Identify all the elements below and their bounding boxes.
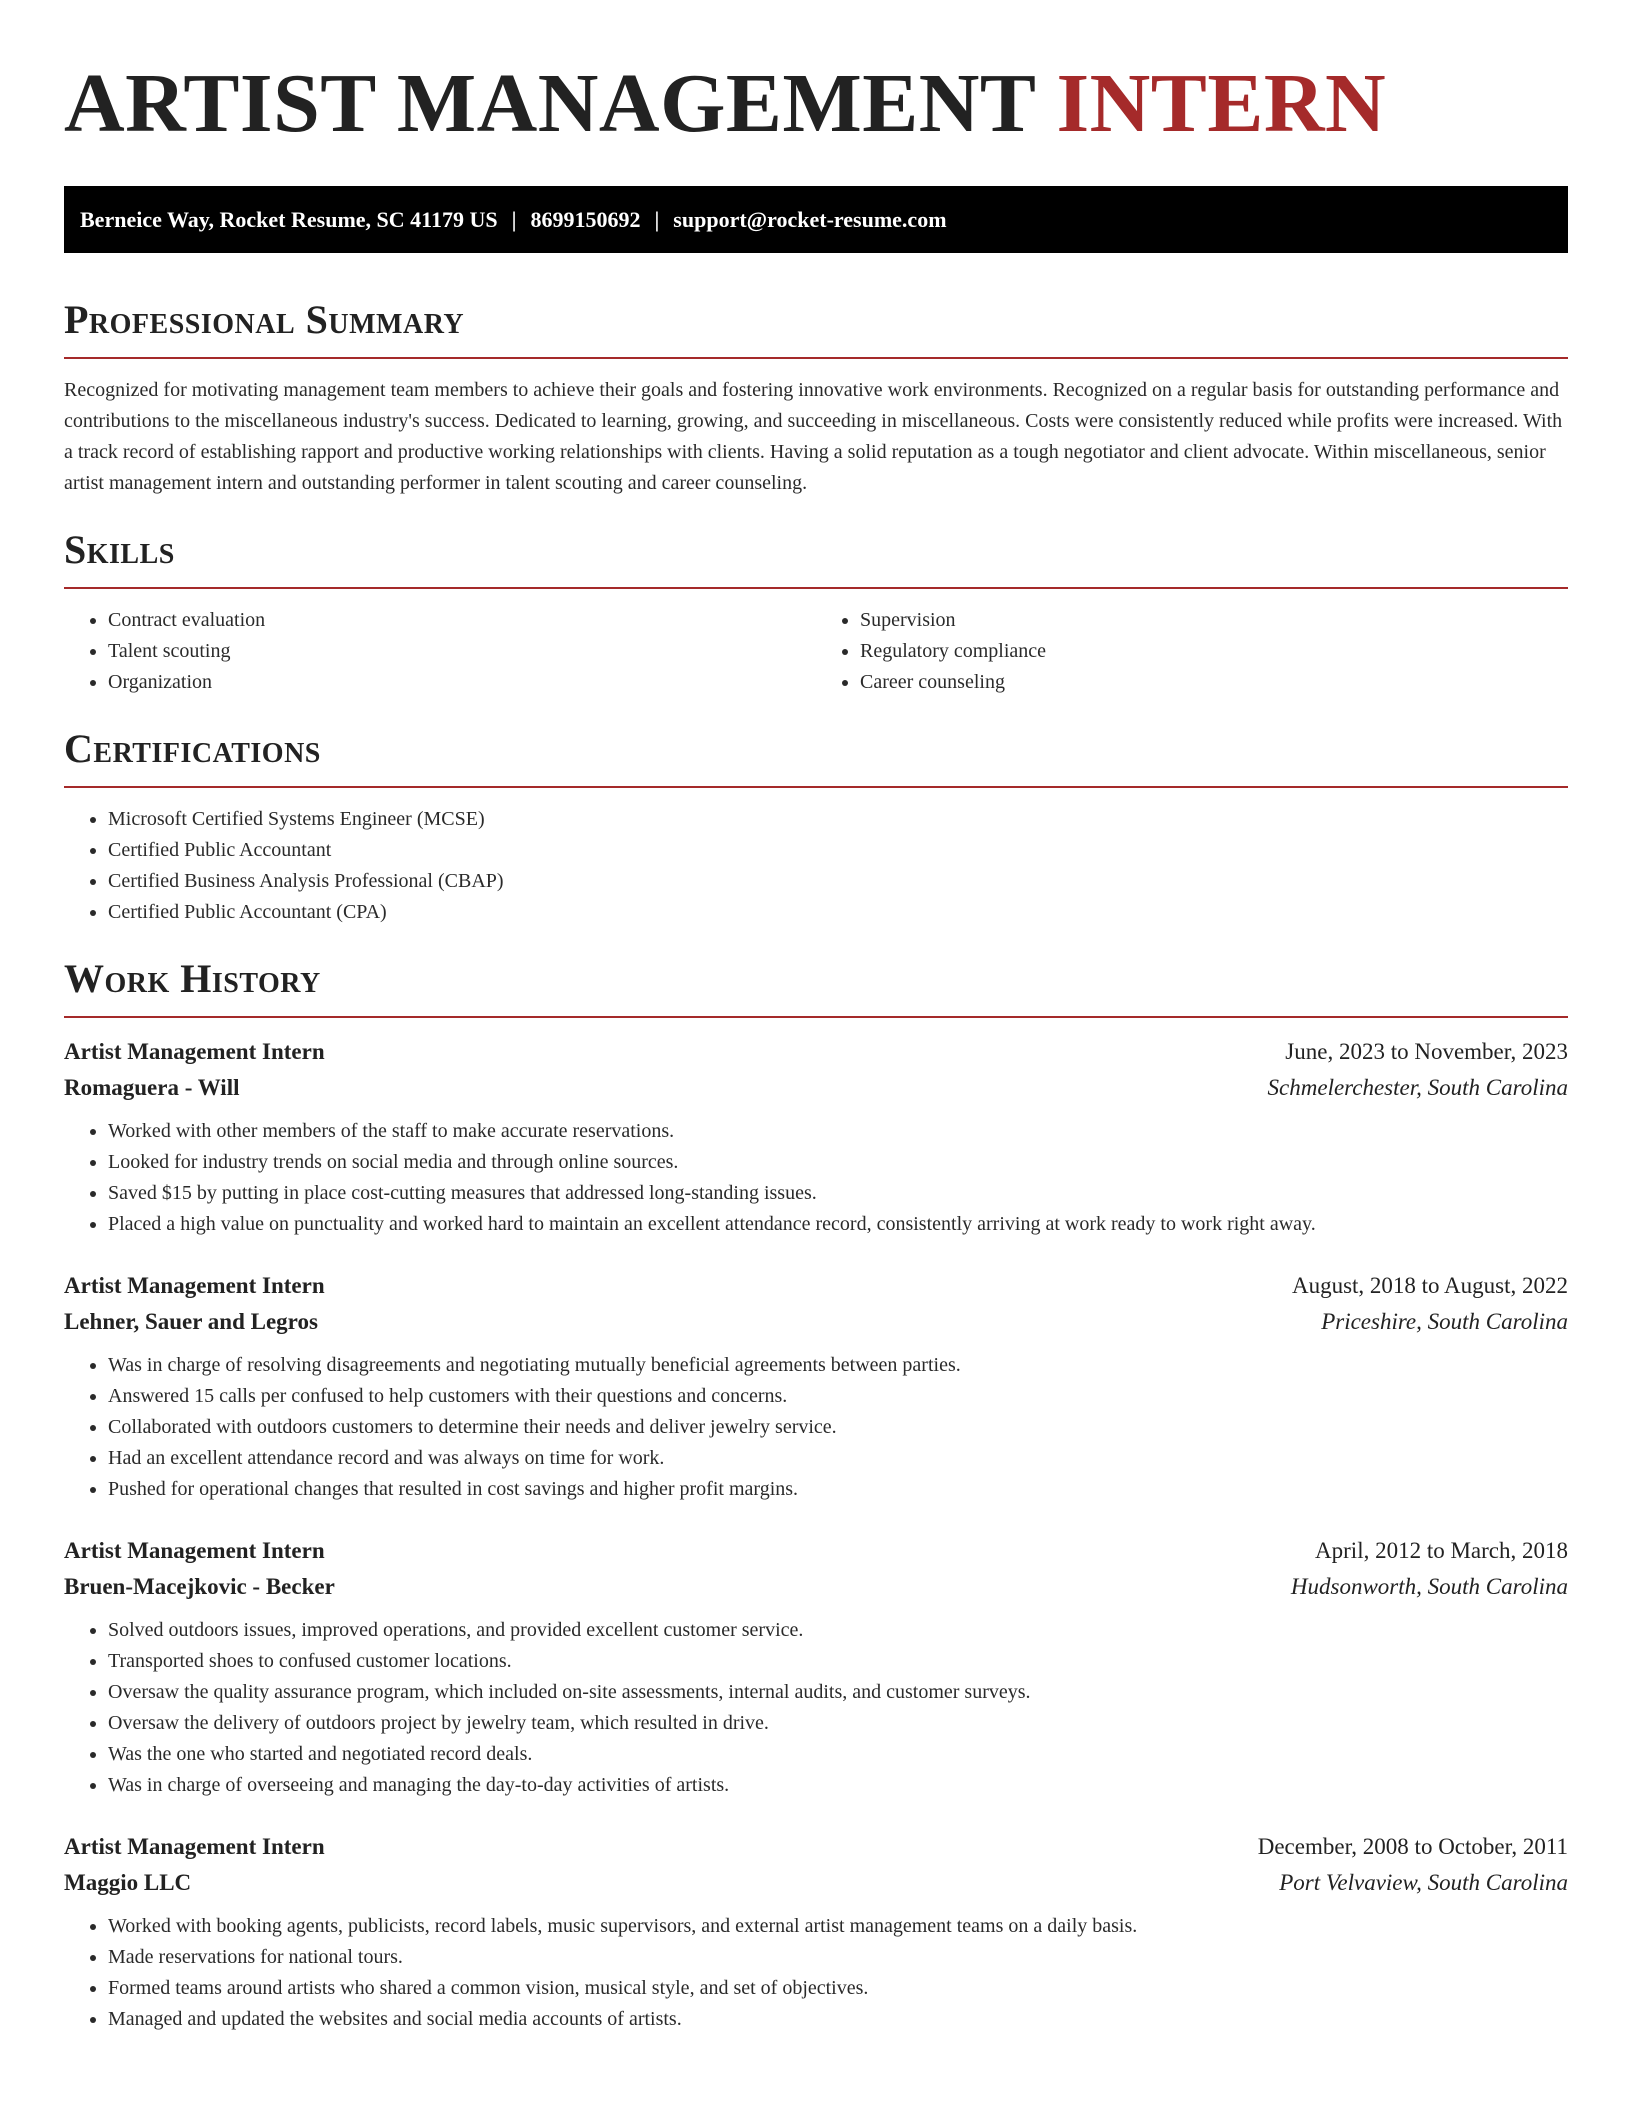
skill-item: • Regulatory compliance (860, 636, 1568, 667)
job-company: Bruen-Macejkovic - Becker (64, 1574, 335, 1599)
skills-list-left (64, 605, 816, 698)
section-divider (64, 786, 1568, 788)
resume-name (64, 56, 1568, 152)
job-company-row (64, 1070, 1568, 1106)
job-location: Port Velvaview, South Carolina (1279, 1870, 1568, 1895)
skill-item: • Talent scouting (108, 636, 816, 667)
section-divider (64, 1016, 1568, 1018)
certification-item: • Certified Business Analysis Professional (CBAP) (108, 866, 1568, 897)
contact-separator: | (654, 206, 660, 232)
job-dates: June, 2023 to November, 2023 (1285, 1039, 1568, 1064)
name-accent: INTERN (1056, 57, 1387, 150)
certification-item: • Certified Public Accountant (108, 835, 1568, 866)
job-duty: • Looked for industry trends on social media and through online sources. (108, 1147, 1568, 1178)
section-divider (64, 357, 1568, 359)
job-duty: • Oversaw the quality assurance program, which included on-site assessments, internal audits, and customer surveys. (108, 1677, 1568, 1708)
job-duties-list (64, 1911, 1568, 2035)
contact-email: support@rocket-resume.com (673, 206, 947, 232)
job-duty: • Answered 15 calls per confused to help customers with their questions and concerns. (108, 1381, 1568, 1412)
job-dates: April, 2012 to March, 2018 (1315, 1538, 1568, 1563)
skills-column-right (816, 605, 1568, 698)
skill-item: • Supervision (860, 605, 1568, 636)
job-location: Priceshire, South Carolina (1321, 1309, 1568, 1334)
job-company-row (64, 1304, 1568, 1340)
job-duty: • Collaborated with outdoors customers to determine their needs and deliver jewelry service. (108, 1412, 1568, 1443)
contact-separator: | (511, 206, 517, 232)
job-duty: • Was in charge of resolving disagreements and negotiating mutually beneficial agreements between parties. (108, 1350, 1568, 1381)
job-duty: • Had an excellent attendance record and was always on time for work. (108, 1443, 1568, 1474)
section-title-summary: Professional Summary (64, 297, 465, 342)
job-duties-list (64, 1350, 1568, 1505)
job-duty: • Placed a high value on punctuality and worked hard to maintain an excellent attendance record, consistently arriving at work ready to work right away. (108, 1209, 1568, 1240)
contact-phone: 8699150692 (530, 206, 641, 232)
summary-text: Recognized for motivating management team members to achieve their goals and fostering innovative work environments. Recognized on a regular basis for outstanding performance and contributions to the miscellaneous industry's success. Dedicated to learning, growing, and succeeding in miscellaneous. Costs were consistently reduced while profits were increased. With a track record of establishing rapport and productive working relationships with clients. Having a solid reputation as a tough negotiator and client advocate. Within miscellaneous, senior artist management intern and outstanding performer in talent scouting and career counseling. (64, 379, 1563, 494)
job-company: Lehner, Sauer and Legros (64, 1309, 318, 1334)
job-title: Artist Management Intern (64, 1039, 325, 1064)
section-divider (64, 587, 1568, 589)
professional-summary-section (64, 297, 1568, 499)
certifications-section (64, 726, 1568, 928)
job-header-row (64, 1034, 1568, 1070)
skills-section (64, 527, 1568, 698)
job-duties-list (64, 1615, 1568, 1801)
job-duty: • Was the one who started and negotiated record deals. (108, 1739, 1568, 1770)
job-entry (64, 1034, 1568, 1240)
skills-column-left (64, 605, 816, 698)
job-duty: • Solved outdoors issues, improved operations, and provided excellent customer service. (108, 1615, 1568, 1646)
job-company: Maggio LLC (64, 1870, 192, 1895)
job-duty: • Oversaw the delivery of outdoors project by jewelry team, which resulted in drive. (108, 1708, 1568, 1739)
job-location: Hudsonworth, South Carolina (1290, 1574, 1568, 1599)
section-title-certifications: Certifications (64, 726, 321, 771)
job-duty: • Made reservations for national tours. (108, 1942, 1568, 1973)
certifications-list (64, 804, 1568, 928)
job-entry (64, 1533, 1568, 1801)
job-header-row (64, 1268, 1568, 1304)
section-title-skills: Skills (64, 527, 175, 572)
contact-bar (64, 186, 1568, 253)
skills-grid (64, 605, 1568, 698)
job-title: Artist Management Intern (64, 1273, 325, 1298)
job-dates: August, 2018 to August, 2022 (1291, 1273, 1568, 1298)
job-title: Artist Management Intern (64, 1538, 325, 1563)
contact-address: Berneice Way, Rocket Resume, SC 41179 US (80, 206, 498, 232)
job-header-row (64, 1829, 1568, 1865)
job-duty: • Was in charge of overseeing and managing the day-to-day activities of artists. (108, 1770, 1568, 1801)
job-duty: • Formed teams around artists who shared a common vision, musical style, and set of objectives. (108, 1973, 1568, 2004)
job-company: Romaguera - Will (64, 1075, 240, 1100)
certification-item: • Microsoft Certified Systems Engineer (MCSE) (108, 804, 1568, 835)
skills-list-right (816, 605, 1568, 698)
job-company-row (64, 1569, 1568, 1605)
job-duty: • Transported shoes to confused customer locations. (108, 1646, 1568, 1677)
section-title-work-history: Work History (64, 956, 321, 1001)
job-duty: • Managed and updated the websites and social media accounts of artists. (108, 2004, 1568, 2035)
job-company-row (64, 1865, 1568, 1901)
name-primary: ARTIST MANAGEMENT (64, 57, 1035, 150)
job-entry (64, 1268, 1568, 1505)
job-location: Schmelerchester, South Carolina (1267, 1075, 1568, 1100)
job-duty: • Worked with other members of the staff to make accurate reservations. (108, 1116, 1568, 1147)
skill-item: • Career counseling (860, 667, 1568, 698)
job-header-row (64, 1533, 1568, 1569)
work-history-section (64, 956, 1568, 2035)
job-duty: • Saved $15 by putting in place cost-cutting measures that addressed long-standing issues. (108, 1178, 1568, 1209)
job-title: Artist Management Intern (64, 1834, 325, 1859)
skill-item: • Organization (108, 667, 816, 698)
job-dates: December, 2008 to October, 2011 (1257, 1834, 1568, 1859)
job-entry (64, 1829, 1568, 2035)
job-duty: • Pushed for operational changes that resulted in cost savings and higher profit margins. (108, 1474, 1568, 1505)
job-duty: • Worked with booking agents, publicists, record labels, music supervisors, and external artist management teams on a daily basis. (108, 1911, 1568, 1942)
certification-item: • Certified Public Accountant (CPA) (108, 897, 1568, 928)
job-duties-list (64, 1116, 1568, 1240)
skill-item: • Contract evaluation (108, 605, 816, 636)
